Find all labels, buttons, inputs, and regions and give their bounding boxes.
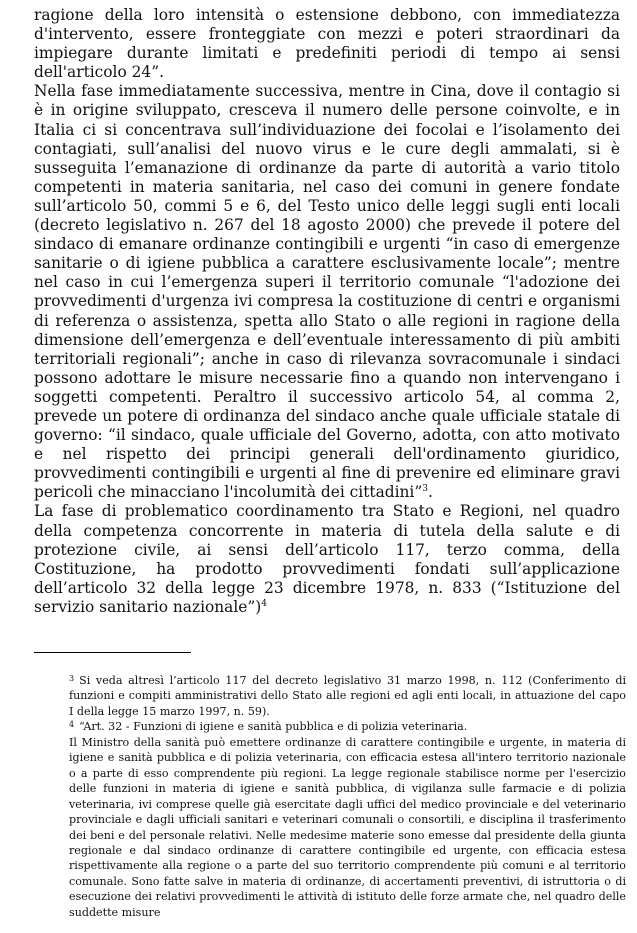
footnote-3 [69,673,626,719]
footnote-4-heading: “Art. 32 - Funzioni di igiene e sanità pubblica e di polizia veterinaria. [79,720,468,734]
footnote-3-text: Si veda altresì l’articolo 117 del decreto legislativo 31 marzo 1998, n. 112 (Conferimento di funzioni e compiti amministrativi dello Stato alle regioni ed agli enti locali, in attuazione del capo I della legge 15 marzo 1997, n. 59). [69,674,626,718]
paragraph-1: ragione della loro intensità o estensione debbono, con immediatezza d'intervento, essere fronteggiate con mezzi e poteri straordinari da impiegare durante limitati e predefiniti periodi di tempo ai sensi dell'articolo 24”. [34,6,620,82]
footnote-4-body: Il Ministro della sanità può emettere ordinanze di carattere contingibile e urgente, in materia di igiene e sanità pubblica e di polizia veterinaria, con efficacia estesa all'intero territorio nazionale o a parte di esso comprendente più regioni. La legge regionale stabilisce norme per l'esercizio delle funzioni in materia di igiene e sanità pubblica, di vigilanza sulle farmacie e di polizia veterinaria, ivi comprese quelle già esercitate dagli uffici del medico provinciale e del veterinario provinciale e dagli ufficiali sanitari e veterinari comunali o consortili, e disciplina il trasferimento dei beni e del personale relativi. Nelle medesime materie sono emesse dal presidente della giunta regionale e dal sindaco ordinanze di carattere contingibile ed urgente, con efficacia estesa rispettivamente alla regione o a parte del suo territorio comprendente più comuni e al territorio comunale. Sono fatte salve in materia di ordinanze, di accertamenti preventivi, di istruttoria o di esecuzione dei relativi provvedimenti le attività di istituto delle forze armate che, nel quadro delle suddette misure [69,735,626,919]
footnote-3-number: 3 [69,674,75,683]
footnote-ref-3[interactable]: 3 [422,484,428,495]
body-text [34,6,620,617]
footnote-4-number: 4 [69,720,75,730]
footnote-separator [34,652,191,653]
footnote-4 [69,719,626,734]
paragraph-2: Nella fase immediatamente successiva, mentre in Cina, dove il contagio si è in origine sviluppato, cresceva il numero delle persone coinvolte, e in Italia ci si concentrava sull’individuazione dei focolai e l’isolamento dei contagiati, sull’analisi del nuovo virus e le cure degli ammalati, si è susseguita l’emanazione di ordinanze da parte di autorità a vario titolo competenti in materia sanitaria, nel caso dei comuni in genere fondate sull’articolo 50, commi 5 e 6, del Testo unico delle leggi sugli enti locali (decreto legislativo n. 267 del 18 agosto 2000) che prevede il potere del sindaco di emanare ordinanze contingibili e urgenti “in caso di emergenze sanitarie o di igiene pubblica a carattere esclusivamente locale”; mentre nel caso in cui l’emergenza superi il territorio comunale “l'adozione dei provvedimenti d'urgenza ivi compresa la costituzione di centri e organismi di referenza o assistenza, spetta allo Stato o alle regioni in ragione della dimensione dell’emergenza e dell’eventuale interessamento di più ambiti territoriali regionali”; anche in caso di rilevanza sovracomunale i sindaci possono adottare le misure necessarie fino a quando non intervengano i soggetti competenti. Peraltro il successivo articolo 54, al comma 2, prevede un potere di ordinanza del sindaco anche quale ufficiale statale di governo: “il sindaco, quale ufficiale del Governo, adotta, con atto motivato e nel rispetto dei principi generali dell'ordinamento giuridico, provvedimenti contingibili e urgenti al fine di prevenire ed eliminare gravi pericoli che minacciano l'incolumità dei cittadini”$^3$. [34,82,620,502]
paragraph-2-text: Nella fase immediatamente successiva, mentre in Cina, dove il contagio si è in origine sviluppato, cresceva il numero delle persone coinvolte, e in Italia ci si concentrava sull’individuazione dei focolai e l’isolamento dei contagiati, sull’analisi del nuovo virus e le cure degli ammalati, si è susseguita l’emanazione di ordinanze da parte di autorità a vario titolo competenti in materia sanitaria, nel caso dei comuni in genere fondate sull’articolo 50, commi 5 e 6, del Testo unico delle leggi sugli enti locali (decreto legislativo n. 267 del 18 agosto 2000) che prevede il potere del sindaco di emanare ordinanze contingibili e urgenti “in caso di emergenze sanitarie o di igiene pubblica a carattere esclusivamente locale”; mentre nel caso in cui l’emergenza superi il territorio comunale “l'adozione dei provvedimenti d'urgenza ivi compresa la costituzione di centri e organismi di referenza o assistenza, spetta allo Stato o alle regioni in ragione della dimensione dell’emergenza e dell’eventuale interessamento di più ambiti territoriali regionali”; anche in caso di rilevanza sovracomunale i sindaci possono adottare le misure necessarie fino a quando non intervengano i soggetti competenti. Peraltro il successivo articolo 54, al comma 2, prevede un potere di ordinanza del sindaco anche quale ufficiale statale di governo: “il sindaco, quale ufficiale del Governo, adotta, con atto motivato e nel rispetto dei principi generali dell'ordinamento giuridico, provvedimenti contingibili e urgenti al fine di prevenire ed eliminare gravi pericoli che minacciano l'incolumità dei cittadini” [34,82,620,502]
paragraph-3 [34,502,620,617]
paragraph-3-text: La fase di problematico coordinamento tra Stato e Regioni, nel quadro della competenza concorrente in materia di tutela della salute e di protezione civile, ai sensi dell’articolo 117, terzo comma, della Costituzione, ha prodotto provvedimenti fondati sull’applicazione dell’articolo 32 della legge 23 dicembre 1978, n. 833 (“Istituzione del servizio sanitario nazionale”) [34,502,620,616]
footnotes [69,673,626,920]
footnote-ref-4[interactable]: 4 [261,598,267,609]
